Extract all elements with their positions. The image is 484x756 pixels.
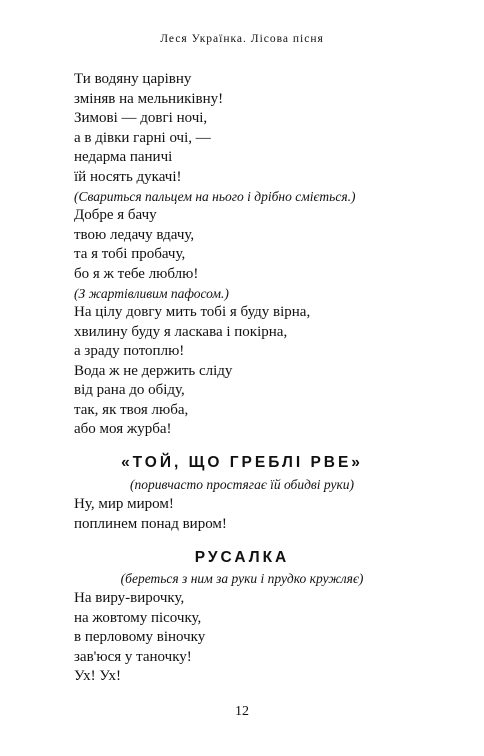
verse-block-2 xyxy=(74,495,414,534)
speaker-name: «ТОЙ, ЩО ГРЕБЛІ РВЕ» xyxy=(121,454,363,471)
verse-line: Ну, мир миром! xyxy=(74,496,174,512)
verse-line: або моя журба! xyxy=(74,421,172,437)
verse-line: Добре я бачу xyxy=(74,207,157,223)
verse-line: так, як твоя люба, xyxy=(74,401,189,418)
page-number: 12 xyxy=(235,704,249,719)
verse-line: хвилину буду я ласкава і покірна, xyxy=(74,323,288,340)
verse-line: твою ледачу вдачу, xyxy=(74,226,195,243)
verse-block-3 xyxy=(74,589,414,687)
verse-line: а в дівки гарні очі, — xyxy=(74,129,211,146)
verse-block-1 xyxy=(74,70,414,440)
verse-line: їй носять дукачі! xyxy=(74,168,182,185)
verse-line: зав'юся у таночку! xyxy=(74,648,192,665)
stage-direction: (береться з ним за руки і прудко кружляє) xyxy=(120,571,364,586)
verse-line: Вода ж не держить сліду xyxy=(74,362,233,379)
speaker-name: РУСАЛКА xyxy=(194,549,290,566)
verse-line: поплинем понад виром! xyxy=(74,515,227,532)
verse-line: на жовтому пісочку, xyxy=(74,609,202,626)
running-header: Леся Українка. Лісова пісня xyxy=(160,33,324,45)
verse-line: та я тобі пробачу, xyxy=(74,246,186,262)
verse-line: зміняв на мельниківну! xyxy=(74,90,224,107)
verse-line: На виру-вирочку, xyxy=(74,590,185,606)
verse-line: Ух! Ух! xyxy=(74,668,121,684)
stage-direction: (поривчасто простягає їй обидві руки) xyxy=(129,477,355,492)
verse-line: Ти водяну царівну xyxy=(74,71,192,87)
verse-line: в перловому віночку xyxy=(74,629,206,645)
verse-line: недарма паничі xyxy=(74,149,173,165)
verse-line: від рана до обіду, xyxy=(74,382,185,398)
stage-direction: (З жартівливим пафосом.) xyxy=(74,286,229,301)
verse-line: а зраду потоплю! xyxy=(74,343,185,359)
verse-line: Зимові — довгі ночі, xyxy=(74,110,208,126)
verse-line: бо я ж тебе люблю! xyxy=(74,265,199,282)
verse-line: На цілу довгу мить тобі я буду вірна, xyxy=(74,304,311,320)
stage-direction: (Свариться пальцем на нього і дрібно сміється.) xyxy=(74,189,356,204)
